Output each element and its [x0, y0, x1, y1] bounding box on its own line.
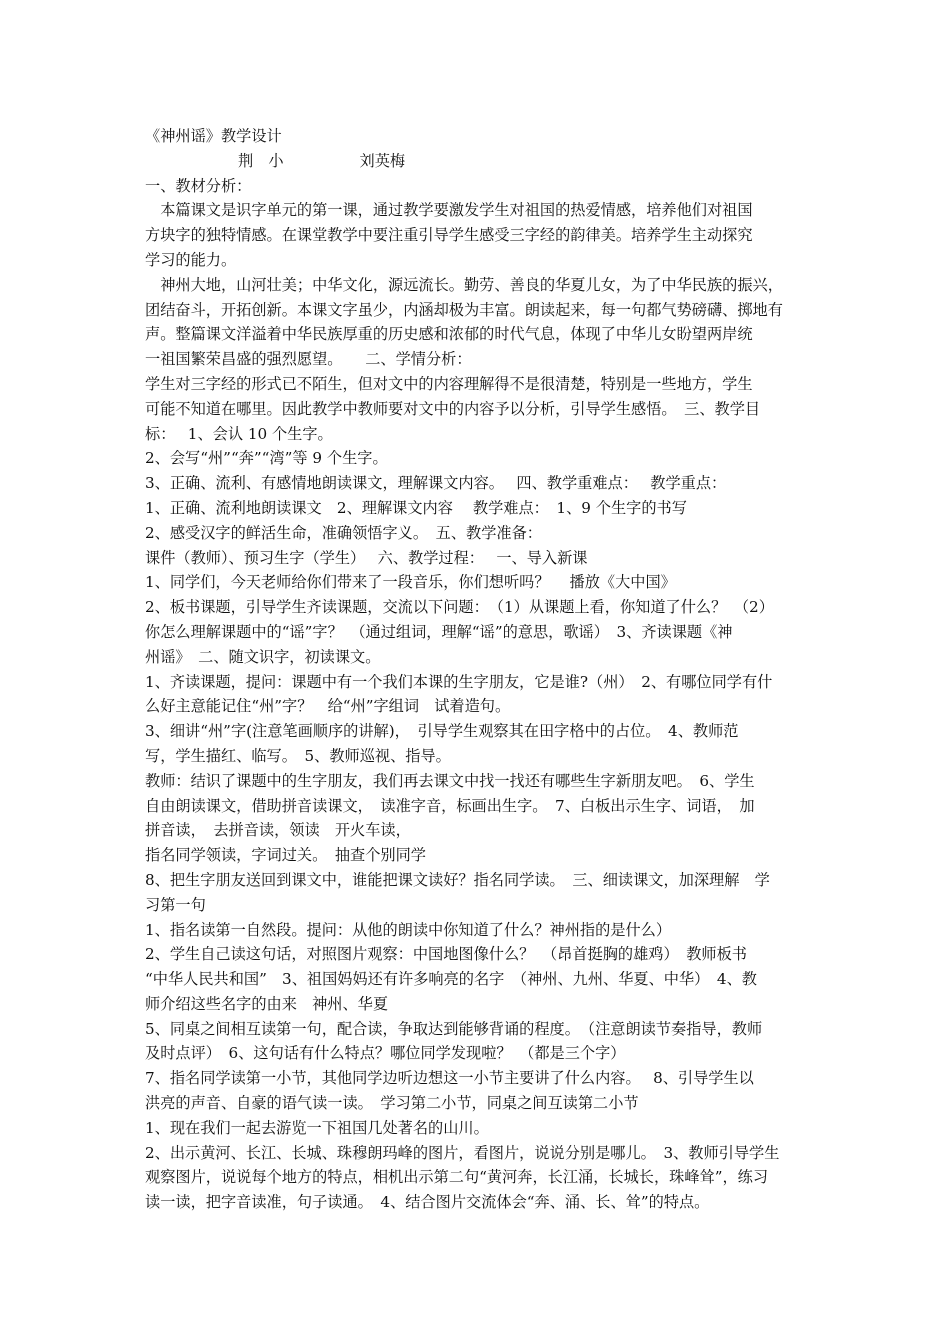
text-line: 声。整篇课文洋溢着中华民族厚重的历史感和浓郁的时代气息，体现了中华儿女盼望两岸统 [145, 325, 753, 344]
text-line: 本篇课文是识字单元的第一课，通过教学要激发学生对祖国的热爱情感，培养他们对祖国 [145, 201, 753, 220]
text-line: 1、正确、流利地朗读课文 2、理解课文内容 教学难点： 1、9 个生字的书写 [145, 498, 687, 517]
text-line: 2、感受汉字的鲜活生命，准确领悟字义。 五、教学准备： [145, 523, 542, 542]
text-line: 一祖国繁荣昌盛的强烈愿望。 二、学情分析： [145, 350, 472, 369]
text-line: 神州大地，山河壮美；中华文化，源远流长。勤劳、善良的华夏儿女，为了中华民族的振兴， [145, 275, 783, 294]
text-line: 习第一句 [145, 895, 206, 914]
text-line: 及时点评） 6、这句话有什么特点？哪位同学发现啦？ （都是三个字） [145, 1044, 626, 1063]
text-line: 团结奋斗，开拓创新。本课文字虽少，内涵却极为丰富。朗读起来，每一句都气势磅礴、掷地有 [145, 300, 783, 319]
text-line: 2、会写“州”“奔”“湾”等 9 个生字。 [145, 449, 388, 468]
text-line: 7、指名同学读第一小节，其他同学边听边想这一小节主要讲了什么内容。 8、引导学生以 [145, 1069, 754, 1088]
text-line: 8、把生字朋友送回到课文中，谁能把课文读好？指名同学读。 三、细读课文，加深理解 学 [145, 870, 770, 889]
text-line: 么好主意能记住“州”字？ 给“州”字组词 试着造句。 [145, 697, 511, 716]
text-line: 写，学生描红、临写。 5、教师巡视、指导。 [145, 746, 451, 765]
text-line: 州谣》 二、随文识字，初读课文。 [145, 647, 381, 666]
text-line: 2、板书课题，引导学生齐读课题，交流以下问题： （1）从课题上看，你知道了什么？ （2） [145, 598, 774, 617]
text-line: 1、同学们，今天老师给你们带来了一段音乐，你们想听吗？ 播放《大中国》 [145, 573, 676, 592]
text-line: 3、细讲“州”字(注意笔画顺序的讲解)， 引导学生观察其在田字格中的占位。 4、教师范 [145, 722, 739, 741]
text-line: 3、正确、流利、有感情地朗读课文，理解课文内容。 四、教学重难点： 教学重点： [145, 474, 727, 493]
text-line: 2、学生自己读这句话，对照图片观察：中国地图像什么？ （昂首挺胸的雄鸡） 教师板书 [145, 945, 747, 964]
text-line: 2、出示黄河、长江、长城、珠穆朗玛峰的图片，看图片，说说分别是哪儿。 3、教师引导学生 [145, 1143, 780, 1162]
text-line: 标： 1、会认 10 个生字。 [145, 424, 333, 443]
text-line: 指名同学领读，字词过关。 抽查个别同学 [145, 846, 426, 865]
text-line: 学习的能力。 [145, 250, 237, 269]
text-line: 1、指名读第一自然段。提问：从他的朗读中你知道了什么？神州指的是什么） [145, 920, 672, 939]
text-line: 自由朗读课文，借助拼音读课文， 读准字音，标画出生字。 7、白板出示生字、词语， 加 [145, 796, 755, 815]
text-line: 1、齐读课题，提问：课题中有一个我们本课的生字朋友，它是谁?（州） 2、有哪位同学有什 [145, 672, 773, 691]
text-line: “中华人民共和国” 3、祖国妈妈还有许多响亮的名字 （神州、九州、华夏、中华） 4、教 [145, 970, 757, 989]
text-line: 可能不知道在哪里。因此教学中教师要对文中的内容予以分析，引导学生感悟。 三、教学目 [145, 399, 761, 418]
document-author: 荆 小 刘英梅 [238, 151, 406, 170]
text-line: 1、现在我们一起去游览一下祖国几处著名的山川。 [145, 1118, 489, 1137]
text-line: 方块字的独特情感。在课堂教学中要注重引导学生感受三字经的韵律美。培养学生主动探究 [145, 226, 753, 245]
text-line: 拼音读， 去拼音读，领读 开火车读， [145, 821, 411, 840]
document-body [145, 124, 813, 1215]
text-line: 洪亮的声音、自豪的语气读一读。 学习第二小节，同桌之间互读第二小节 [145, 1094, 639, 1113]
text-line: 你怎么理解课题中的“谣”字？ （通过组词，理解“谣”的意思，歌谣） 3、齐读课题《神 [145, 622, 733, 641]
text-line: 师介绍这些名字的由来 神州、华夏 [145, 994, 388, 1013]
text-line: 一、教材分析： [145, 176, 252, 195]
document-title: 《神州谣》教学设计 [145, 127, 282, 145]
text-line: 教师：结识了课题中的生字朋友，我们再去课文中找一找还有哪些生字新朋友吧。 6、学生 [145, 771, 755, 790]
text-line: 学生对三字经的形式已不陌生，但对文中的内容理解得不是很清楚，特别是一些地方，学生 [145, 374, 753, 393]
text-line: 课件（教师）、预习生字（学生） 六、教学过程： 一、导入新课 [145, 548, 588, 567]
text-line: 读一读，把字音读准，句子读通。 4、结合图片交流体会“奔、涌、长、耸”的特点。 [145, 1193, 710, 1212]
text-line: 观察图片，说说每个地方的特点，相机出示第二句“黄河奔，长江涌，长城长，珠峰耸”，练习 [145, 1168, 769, 1187]
text-line: 5、同桌之间相互读第一句，配合读，争取达到能够背诵的程度。 （注意朗读节奏指导，教师 [145, 1019, 763, 1038]
